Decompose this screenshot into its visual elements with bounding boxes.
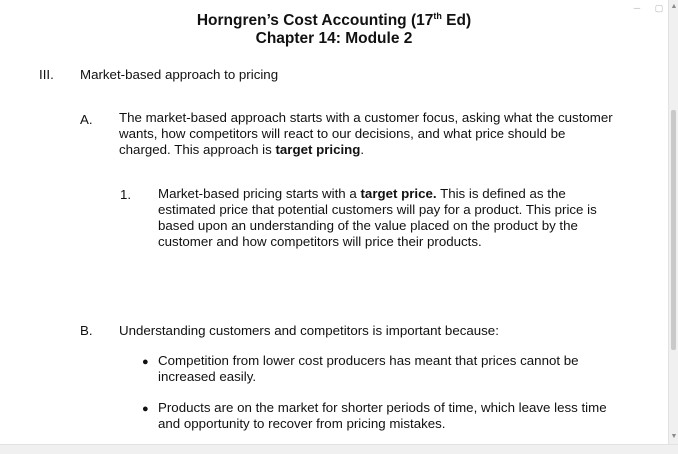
item-a-end: .	[360, 142, 365, 157]
item-b-text: Understanding customers and competitors is important because:	[119, 323, 499, 338]
bullet-item: Competition from lower cost producers has meant that prices cannot be increased easily.	[158, 353, 579, 384]
item-a-number: A.	[80, 112, 93, 127]
horizontal-scrollbar[interactable]	[0, 444, 678, 454]
item-a-text	[119, 110, 619, 158]
title-text: Horngren’s Cost Accounting (17	[196, 12, 434, 29]
item-1-start: Market-based pricing starts with a	[158, 186, 361, 201]
item-1-text	[158, 186, 598, 250]
item-b-number: B.	[80, 323, 93, 338]
close-icon[interactable]: ▢	[654, 3, 664, 13]
bullet-item: Products are on the market for shorter periods of time, which leave less time and opportunity to recover from pricing mistakes.	[158, 400, 607, 431]
title-end: Ed)	[441, 12, 472, 29]
item-a-bold-term: target pricing	[275, 142, 361, 157]
bullet-icon: ●	[142, 403, 149, 415]
arrow-up-icon[interactable]: ▲	[670, 3, 678, 10]
vertical-scrollbar[interactable]	[668, 0, 678, 444]
title-superscript: th	[433, 10, 442, 21]
document-title	[0, 12, 668, 30]
section-heading: Market-based approach to pricing	[80, 67, 279, 82]
section-number: III.	[39, 67, 54, 82]
item-1-end: This is defined as the estimated price that potential customers will pay for a product. This price is based upon an understanding of the value placed on the product by the customer and how competitors will price their products.	[158, 186, 597, 249]
bullet-icon: ●	[142, 356, 149, 368]
item-1-number: 1.	[120, 187, 132, 202]
minimize-icon[interactable]: ─	[633, 3, 641, 13]
document-subtitle: Chapter 14: Module 2	[255, 30, 413, 47]
arrow-down-icon[interactable]: ▼	[670, 433, 678, 440]
item-a-body: The market-based approach starts with a customer focus, asking what the customer wants, how competitors will react to our decisions, and what price should be charged. This approach is	[119, 110, 613, 157]
item-1-bold-term: target price.	[360, 186, 437, 201]
scrollbar-thumb[interactable]	[671, 110, 676, 350]
